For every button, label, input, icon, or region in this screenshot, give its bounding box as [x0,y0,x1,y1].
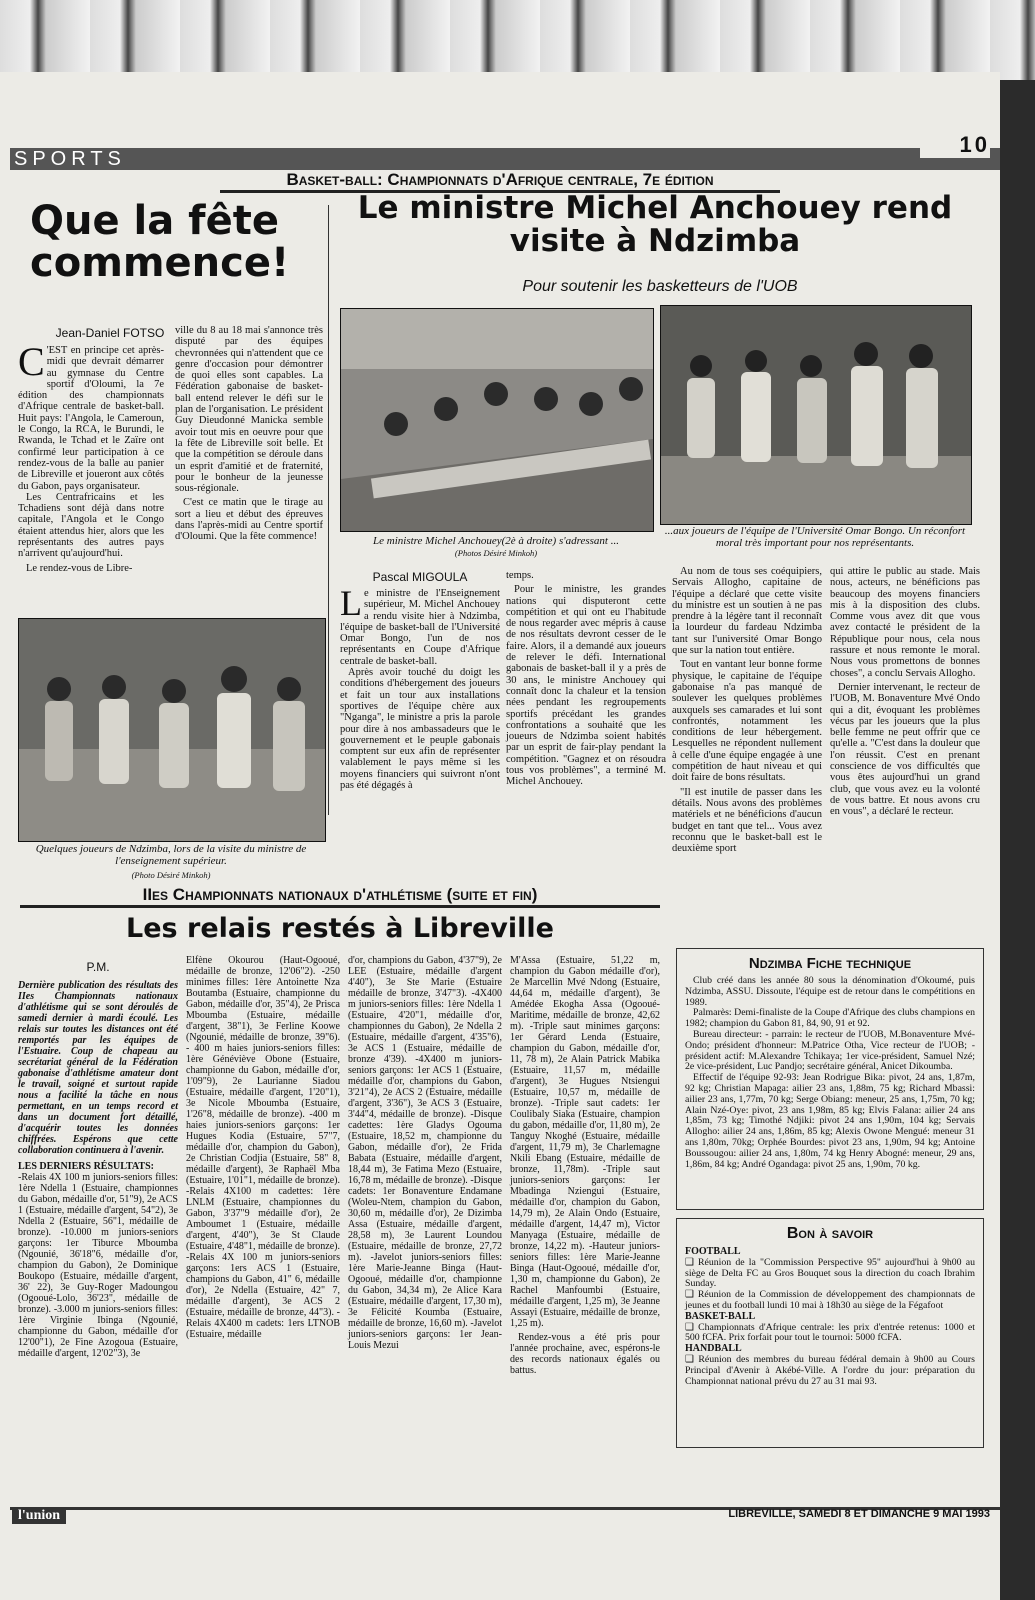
photo1-caption: Le ministre Michel Anchouey(2è à droite) s'adressant ... [373,535,619,547]
meeting-photo-illustration [341,309,653,531]
article2-col2-p1: temps. [506,570,534,581]
results-col4-wrap [510,955,660,1376]
drop-cap: L [340,583,362,623]
article1-col1 [18,339,164,577]
dateline: LIBREVILLE, SAMEDI 8 ET DIMANCHE 9 MAI 1993 [728,1508,990,1520]
fiche-p2: Palmarès: Demi-finaliste de la Coupe d'Afrique des clubs champions en 1982; champion du Gabon 81, 84, 90, 91 et 92. [685,1007,975,1030]
article2-subhead: Pour soutenir les basketteurs de l'UOB [522,278,798,295]
section-label: SPORTS [14,148,126,170]
article1-col1-p2: Les Centrafricains et les Tchadiens sont déjà dans notre capitale, l'Angola et le Congo étaient attendus hier, alors que les représentants des autres pays n'arrivent qu'aujourd'hui. [18,491,164,560]
fiche-p1: Club créé dans les année 80 sous la dénomination d'Okoumé, puis Ndzimba, ASSU. Dissoute, l'équipe est de retour dans le compétitions en 1989. [685,975,975,1008]
article2-col3 [672,566,822,857]
article2-col1-p2: Après avoir touché du doigt les conditions d'hébergement des joueurs et fait un tour aux installations sportives de l'équipe chère aux "Nganga", le ministre a pris la parole pour dire à nos ambassadeurs que le gouvernement et le peuple gabonais comptent sur eux afin de représenter valablement le pays même si les moyens financiers qui suivront n'ont pas été dégagés à [340,667,500,792]
photo-ndzimba-players [18,618,326,842]
fiche-p3: Bureau directeur: - parrain: le recteur de l'UOB, M.Bonaventure Mvé-Ondo; président d'honneur: M.Patrice Otha, Vice recteur de l'UOB; - président actif: M.Alexandre Tchikaya; 1er vice-président, Samuel Nzé; 2e vice-président, Luc Pandjo; secrétaire général, Anicet Dikoumba. [685,1028,975,1073]
article2-col3-p3: "Il est inutile de passer dans les détails. Nous avons des problèmes matériels et ne bénéficions d'aucun budget en tant que tel... Vous avez reconnu que le basket-ball est le deuxième sport [672,786,822,855]
article1-col2-p2: C'est ce matin que le tirage au sort a lieu et début des épreuves dans l'après-midi au Centre sportif d'Oloumi. Que la fête commence! [175,497,323,543]
article2-col1-text: e ministre de l'Enseignement supérieur, M. Michel Anchouey a rendu visite hier à Ndzimba, l'équipe de basket-ball de l'Université Omar Bongo, l'un de nos représentants en Coupe d'Afrique centrale de basket-ball. [340,588,500,667]
page-number: 10 [920,132,990,158]
paper-name: l'union [12,1508,66,1524]
fiche-body [677,976,983,1170]
article1-headline: Que la fête commence! [30,198,290,286]
article2-col3-p2: Tout en vantant leur bonne forme physique, le capitaine de l'équipe gabonaise n'a pas manqué de soulever les quelques problèmes auxquels ses camarades et lui sont confrontés, notamment les conditions de leur hébergement. Lesquelles ne répondent nullement à celle d'une équipe engagée à une compétition de haut niveau et qui doit faire de bons résultats. [672,659,822,784]
results-heading: LES DERNIERS RÉSULTATS: [18,1161,154,1172]
photo-uob-team [660,305,972,525]
article2-col1 [340,583,500,794]
column-divider [328,205,329,815]
bon-item-3: ❑ Championnats d'Afrique centrale: les prix d'entrée retenus: 1000 et 500 fCFA. Prix forfait pour tout le tournoi: 5000 fCFA. [685,1321,975,1344]
article2-byline: Pascal MIGOULA [372,570,468,584]
article1-col2-p1: ville du 8 au 18 mai s'annonce très disputé par des équipes chevronnées qui n'attendent que ce genre d'occasion pour démontrer de quoi elles sont capables. La Fédération gabonaise de basket-ball entend relever le défi sur le plan de l'organisation. Le président Guy Dieudonné Manicka semble avoir tout mis en oeuvre pour que la fête de Libreville soit belle. Et que la compétition se déroule dans un esprit d'amitié et de fraternité, pour le bonheur de la jeunesse sous-régionale. [175,325,323,495]
drop-cap: C [18,339,45,384]
bon-a-savoir-box [676,1218,984,1448]
article2-col2-p2: Pour le ministre, les grandes nations qui disputeront cette compétition et qui ont eu l'habitude de nous regarder avec mépris à cause de nos résultats devront cesser de le faire. Alors, il a demandé aux joueurs de relever le défi. International gabonais de basket-ball il y a près de 30 ans, le ministre Anchouey qui connaît donc la chaleur et la tension nées pendant les regroupements sportifs précédant les grandes confrontations a souhaité que les joueurs de Ndzimba soient habités par un esprit de fair-play pendant la compétition. "Gagnez et on résoudra tous vos problèmes", a terminé M. Michel Anchouey. [506,584,666,788]
bon-body [677,1247,983,1387]
photo3-caption: Quelques joueurs de Ndzimba, lors de la visite du ministre de l'enseignement supérieur. [35,843,307,867]
scan-background-top [0,0,1035,80]
article1-byline: Jean-Daniel FOTSO [55,326,165,340]
team-photo-illustration [661,306,971,524]
photo3-credit: (Photo Désiré Minkoh) [131,870,211,880]
article2-col3-p1: Au nom de tous ses coéquipiers, Servais Allogho, capitaine de l'équipe a déclaré que cette visite du ministre est un soutien à ne pas prendre à la légère tant il reconnaît la lourdeur du fardeau Ndzimba tant sur l'université Omar Bongo que sur la nation tout entière. [672,566,822,657]
article3-col1 [18,960,178,1359]
results-col3: d'or, champions du Gabon, 4'37"9), 2e LEE (Estuaire, médaille d'argent 4'40"), 3e Ste Marie (Estuaire médaille de bronze, 3'47"3). -4X400 m juniors-seniors filles: 1ère Ndella 1 (Estuaire, 4'20"1, médaille d'or, championnes du Gabon), 2e Ndella 2 (Estuaire, médaille d'argent, 4'35"6), 3e ACS 1 (Estuaire, médaille de bronze 4'39). -4X400 m juniors-seniors garçons: 1er ACS 1 (Estuaire, médaille d'or, champions du Gabon, 3'21"4), 2e ACS 2 (Estuaire, médaille d'argent, 3'36"), 3e ACS 3 (Estuaire, 3'44"4, médaille de bronze). -Disque cadettes: 1ère Gladys Ogouma (Estuaire, 18,52 m, championne du Gabon, médaille d'or), 2e Frida Babata (Estuaire, médaille d'argent, 18,44 m), 3e Fatima Mezo (Estuaire, 16,78 m, médaille de bronze). -Disque cadets: 1er Bonaventure Endamane (Woleu-Ntem, champion du Gabon, 30,60 m, médaille d'or), 2e Dizimba Assa (Estuaire, médaille d'argent, 28,58 m), 3e Laurent Loundou (Estuaire, médaille de bronze, 27,72 m). -Javelot juniors-seniors filles: 1ère Marie-Jeanne Binga (Haut-Ogooué, médaille d'or, championne du Gabon, 34,34 m), 2e Alice Kara (Estuaire, médaille d'argent, 17,30 m), 3e Félicité Koumba (Estuaire, médaille de bronze, 16,60 m). -Javelot juniors-seniors garçons: 1er Jean-Louis Mezui [348,955,502,1351]
results-col4: M'Assa (Estuaire, 51,22 m, champion du Gabon médaille d'or), 2e Marcellin Mvé Ndong (Estuaire, 44,64 m, médaille d'argent), 3e Amédée Ekogha Assa (Ogooué-Maritime, médaille de bronze, 42,62 m). -Triple saut minimes garçons: 1er Gérard Lenda (Estuaire, champion du Gabon, médaille d'or, 11, 78 m), 2e Alain Patrick Mabika (Estuaire, 11,57 m, médaille d'argent), 3e Hugues Ntsiengui (Estuaire, 10,57 m, médaille de bronze). -Triple saut cadets: 1er Coulibaly Siaka (Estuaire, champion du gabon, médaille d'or, 11,80 m), 2e Tanguy Nkoghé (Estuaire, médaille d'argent, 11,79 m), 3e Charlemagne Nkili Ebang (Estuaire, médaille de bronze, 11,78m). -Triple saut juniors-seniors garçons: 1er Mbadinga Nziengui (Estuaire, médaille d'or, champion du Gabon, 14,79 m), 2e Alain Ondo (Estuaire, médaille d'argent, 14,47 m), Victor Manyaga (Estuaire, médaille de bronze, 14,22 m). -Hauteur juniors-seniors filles: 1ère Marie-Jeanne Binga (Haut-Ogooué, médaille d'or, 1,30 m, championne du Gabon), 2e Rachel Manfoumbi (Estuaire, médaille d'argent, 1,25 m), 3e Jeanne Assayi (Estuaire, médaille de bronze, 1,25 m). [510,955,660,1329]
article2-headline: Le ministre Michel Anchouey rend visite à Ndzimba [357,190,953,259]
article3-byline: P.M. [86,960,110,974]
athletics-kicker-rule [20,905,660,908]
article1-col1-text: 'EST en principe cet après-midi que devrait démarrer au gymnase du Centre sportif d'Oloumi, la 7e édition des championnats d'Afrique centrale de basket-ball. Huit pays: l'Angola, le Cameroun, le Congo, la RCA, le Burundi, le Rwanda, le Tchad et le Zaïre ont confirmé leur participation à ce rendez-vous de la balle au panier de Libreville et joueront aux côtés du Gabon, pays organisateur. [18,345,164,492]
bon-football-heading: FOOTBALL [685,1246,741,1257]
article1-col1-p3: Le rendez-vous de Libre- [26,562,133,574]
article1-col2 [175,325,323,546]
article2-col4-p2: Dernier intervenant, le recteur de l'UOB, M. Bonaventure Mvé Ondo qui a dit, évoquant les problèmes vécus par les joueurs que la plus belle femme ne peut offrir que ce qu'elle a. "C'est dans la douleur que l'on réussit. C'est en prenant conscience de vos difficultés que vous êtes aujourd'hui un grand club, que vous avez eu la volonté de vous battre. Et nous avons cru en vous", a déclaré le recteur. [830,681,980,818]
basket-kicker: Basket-ball: Championnats d'Afrique centrale, 7e édition [286,170,714,189]
article2-col4 [830,566,980,821]
fiche-title: Ndzimba Fiche technique [748,955,912,972]
section-bar [10,148,1000,170]
athletics-kicker: IIes Championnats nationaux d'athlétisme (suite et fin) [142,885,538,904]
results-col1: -Relais 4X 100 m juniors-seniors filles: 1ère Ndella 1 (Estuaire, championnes du Gabon, médaille d'or, 51"9), 2e ACS 1 (Estuaire, médaille d'argent, 54"2), 3e Ndella 2 (Estuaire, 56"1, médaille de bronze). -10.000 m juniors-seniors garçons: 1er Tiburce Mboumba (Ngounié, 36'18"6, médaille d'or, champion du Gabon), 2e Dominique Boukopo (Estuaire, médaille d'argent, 36' 22), 3e Guy-Roger Madoungou (Ogooué-Lolo, 36'23", médaille de bronze). -3.000 m juniors-seniors filles: 1ère Virginie Ibinga (Ngounié, championne du Gabon, médaille d'or 12'00"1), 2e Fine Azogoua (Estuaire, médaille d'argent, 12'02"3), 3e [18,1172,178,1359]
fiche-p4: Effectif de l'équipe 92-93: Jean Rodrigue Bika: pivot, 24 ans, 1,87m, 92 kg; Christian Mapaga: ailier 23 ans, 1,88m, 75 kg; Richard Mbassi: ailier 23 ans, 1,77m, 70 kg; Serge Obiang: meneur, 25 ans, 1,75m, 70 kg; Alain Nzé-Oye: pivot, 23 ans 1,98m, 85 kg; Elvis Falana: ailier 24 ans 1,85m, 73 kg; Timothé Ndjiki: pivot 24 ans 1,90m, 104 kg; Servais Allogho: ailier 24 ans, 1,86m, 85 kg; Alexis Owone Mengué: meneur 31 ans 1,80m, 70kg; Orphée Bourdes: pivot 23 ans, 1,90m, 94 kg; Antoine Boussougou: ailier 24 ans, 1,80m, 74 kg Henry Abogné: meneur, 29 ans, 1,86m, 84 kg; André Ogandaga: pivot 25 ans, 1,90m, 70 kg. [685,1072,975,1170]
bon-item-1: ❑ Réunion de la "Commission Perspective 95" aujourd'hui à 9h00 au siège de Delta FC au Gros Bouquet sous la direction du coach Ibrahim Sunday. [685,1256,975,1290]
photo2-caption: ...aux joueurs de l'équipe de l'Université Omar Bongo. Un réconfort moral très important pour nos représentants. [664,525,966,549]
photo1-credit: (Photos Désiré Minkoh) [454,548,538,558]
bon-handball-heading: HANDBALL [685,1343,742,1355]
article3-headline: Les relais restés à Libreville [126,913,554,944]
article2-col4-p1: qui attire le public au stade. Mais nous, acteurs, ne bénéficions pas beaucoup des moyens financiers mis à la disposition des clubs. Comme vous avez dit que vous avez contacté le président de la République pour nous, cela nous rassure et nous remonte le moral. Nous vous promettons de bonnes choses", a conclu Servais Allogho. [830,566,980,679]
players-photo-illustration [19,619,325,841]
article2-col2 [506,570,666,791]
bon-title: Bon à savoir [786,1225,874,1242]
bon-item-2: ❑ Réunion de la Commission de développement des championnats de jeunes et du football lundi 10 mai à 18h30 au siège de la Fégafoot [685,1289,975,1311]
bon-item-4: ❑ Réunion des membres du bureau fédéral demain à 9h00 au Cours Principal d'Avenir à Akébé-Ville. A l'ordre du jour: préparation du Championnat national prévu du 27 au 31 mai 93. [685,1353,975,1387]
results-col4-end: Rendez-vous a été pris pour l'année prochaine, avec, espérons-le des records nationaux égalés ou battus. [510,1332,660,1376]
photo-minister-meeting [340,308,654,532]
bon-basket-heading: BASKET-BALL [685,1310,756,1322]
results-col2: Elfène Okourou (Haut-Ogooué, médaille de bronze, 12'06"2). -250 minimes filles: 1ère Antoinette Nza Boutamba (Estuaire, championne du Gabon, médaille d'or, 35"4), 2e Prisca Mboumba (Estuaire, médaille d'argent, 38"1), 3e Ferline Koowe (Ngounié, médaille de bronze, 39"6). - 400 m haies juniors-seniors filles: 1ère Généviève Obone (Estuaire, championne du Gabon, médaille d'or, 1'09"9), 2e Laurianne Siadou (Estuaire, médaille d'argent, 1'20"1), 3e Nicole Mboumba (Estuaire, 1'26"8, médaille de bronze). -400 m haies juniors-seniors garçons: 1er Hugues Kodia (Estuaire, 57"7, médaille d'or, champion du Gabon), 2e Christian Codjia (Estuaire, 58" 8, médaille d'argent), 3e Raphaël Mba (Estuaire, 1'01"1, médaille de bronze). -Relais 4X100 m cadettes: 1ère LNLM (Estuaire, championnes du Gabon, 3'37"9 médaille d'or), 2e Amboumet 1 (Estuaire, médaille d'argent, 4'40"), 3e St Claude (Estuaire, 4'48"1, médaille de bronze). -Relais 4X 100 m juniors-seniors garçons: 1ers ACS 1 (Estuaire, champions du Gabon, 41" 6, médaille d'or), 2e Ndella (Estuaire, 42" 7, médaille d'argent), 3e ACS 2 (Estuaire, médaille de bronze, 44"3). -Relais 4X400 m cadets: 1ers LTNOB (Estuaire, médaille [186,955,340,1340]
article3-intro: Dernière publication des résultats des IIes Championnats nationaux d'athlétisme qui se sont déroulés de samedi dernier à mardi écoulé. Les relais sur toutes les distances ont été remportés par les équipes de l'Estuaire. Coup de chapeau au secrétariat général de la Fédération gabonaise d'athlétisme amateur dont le travail, soigné et surtout rapide nous a facilité la tâche en nous permettant, en un temps record et dans un document fort détaillé, d'acquérir toutes les données chiffrées. Espérons que cette collaboration continuera à l'avenir. [18,980,178,1156]
fiche-technique-box [676,948,984,1210]
